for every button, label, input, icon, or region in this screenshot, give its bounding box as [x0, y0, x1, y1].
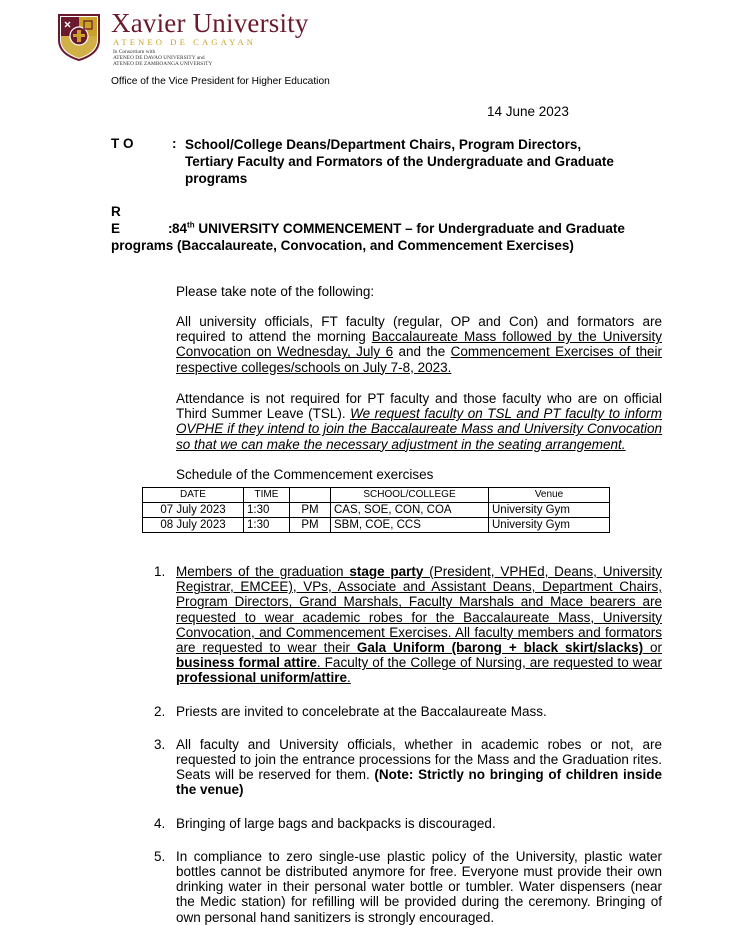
- table-cell: PM: [290, 518, 331, 533]
- list-item: [154, 704, 662, 719]
- table-header-row: [143, 488, 610, 503]
- text-span: All faculty and University officials, whether in academic robes or not, are requested to join the entrance processions for the Mass and the Graduation rites. Seats will be reserved for them.: [176, 736, 662, 783]
- re-label-text: R E: [111, 204, 121, 236]
- list-item: [154, 849, 662, 925]
- re-superscript: th: [187, 220, 195, 230]
- text-span: Attendance is not required for PT faculty and those faculty who are on official Third Summer Leave (TSL).: [176, 391, 662, 422]
- consortium-line: ATENEO DE DAVAO UNIVERSITY and: [113, 55, 205, 62]
- text-span: In compliance to zero single-use plastic policy of the University, plastic water bottles cannot be distributed anymore for free. Everyone must provide their own drinking water in their personal water bottle or tumbler. Water dispensers (near the Medic station) for refilling will be provided during the ceremony. Bringing of own personal hand sanitizers is strongly encouraged.: [176, 848, 662, 925]
- bold-text: (Note: Strictly no bringing of children inside the venue): [176, 767, 662, 798]
- list-item: [154, 737, 662, 798]
- table-cell: CAS, SOE, CON, COA: [331, 503, 489, 518]
- paragraph-attendance: [176, 314, 662, 375]
- list-number: 3.: [154, 736, 166, 752]
- column-header: SCHOOL/COLLEGE: [331, 488, 489, 503]
- text-span: and the: [393, 344, 451, 360]
- university-seal-logo: [56, 12, 102, 62]
- to-recipients: School/College Deans/Department Chairs, Program Directors, Tertiary Faculty and Formators of the Undergraduate and Graduate programs: [185, 137, 614, 186]
- table-cell: University Gym: [489, 503, 610, 518]
- bold-text: professional uniform/attire: [176, 670, 348, 686]
- list-item: [154, 564, 662, 686]
- table-cell: 1:30: [244, 518, 290, 533]
- table-row: [143, 518, 610, 533]
- underlined-text: Baccalaureate Mass followed by the University Convocation on Wednesday, July 6: [176, 329, 662, 360]
- column-header: Venue: [489, 488, 610, 503]
- column-header: TIME: [244, 488, 290, 503]
- bold-text: stage party: [349, 564, 424, 579]
- column-header: DATE: [143, 488, 244, 503]
- re-text: UNIVERSITY COMMENCEMENT – for Undergraduate and Graduate programs (Baccalaureate, Convocation, and Commencement Exercises): [111, 221, 625, 253]
- table-cell: 08 July 2023: [143, 518, 244, 533]
- text-span: Members of the graduation: [176, 564, 350, 579]
- text-span: Bringing of large bags and backpacks is discouraged.: [176, 815, 496, 831]
- list-number: 5.: [154, 848, 166, 864]
- intro-text: Please take note of the following:: [176, 284, 375, 299]
- re-label: R E :: [111, 204, 173, 236]
- list-number: 1.: [154, 564, 166, 579]
- table-cell: SBM, COE, CCS: [331, 518, 489, 533]
- underlined-italic-text: We request faculty on TSL and PT faculty to inform OVPHE if they intend to join the Baccalaureate Mass and University Convocation so that we can make the necessary adjustment in the seating arrangement.: [176, 406, 662, 452]
- office-name: Office of the Vice President for Higher Education: [111, 76, 330, 87]
- text-span: . Faculty of the College of Nursing, are requested to wear: [316, 655, 663, 671]
- consortium-note: [113, 49, 212, 68]
- table-cell: University Gym: [489, 518, 610, 533]
- text-span: or: [643, 640, 663, 656]
- consortium-line: ATENEO DE ZAMBOANGA UNIVERSITY: [113, 61, 213, 68]
- text-span: Priests are invited to concelebrate at the Baccalaureate Mass.: [176, 703, 547, 719]
- list-item: [154, 816, 662, 831]
- schedule-table: [142, 487, 610, 533]
- list-number: 4.: [154, 815, 166, 831]
- re-subject: [111, 203, 631, 254]
- table-cell: PM: [290, 503, 331, 518]
- bold-text: business formal attire: [176, 655, 317, 671]
- column-header: [290, 488, 331, 503]
- to-label: T O: [111, 136, 134, 151]
- instructions-list: [154, 564, 662, 925]
- re-number: 84: [172, 221, 188, 236]
- consortium-line: In Consortium with: [113, 49, 156, 55]
- schedule-title: Schedule of the Commencement exercises: [176, 467, 434, 482]
- university-name: Xavier University: [111, 8, 309, 38]
- bold-text: Gala Uniform (barong + black skirt/slacks): [356, 640, 644, 656]
- text-span: .: [347, 670, 351, 686]
- underlined-text: Commencement Exercises of their respective colleges/schools on July 7-8, 2023.: [176, 344, 662, 375]
- text-span: (President, VPHEd, Deans, University Registrar, EMCEE), VPs, Associate and Assistant Deans, Department Chairs, Program Directors, Grand Marshals, Faculty Marshals and Mace bearers are requested to wear academic robes for the Baccalaureate Mass, University Convocation, and Commencement Exercises. All faculty members and formators are requested to wear their: [176, 564, 662, 656]
- memo-date: 14 June 2023: [487, 104, 569, 119]
- table-cell: 1:30: [244, 503, 290, 518]
- university-subtitle: ATENEO DE CAGAYAN: [113, 37, 257, 47]
- text-span: All university officials, FT faculty (regular, OP and Con) and formators are required to attend the morning: [176, 314, 662, 345]
- table-cell: 07 July 2023: [143, 503, 244, 518]
- to-colon: :: [172, 136, 177, 151]
- paragraph-exemption: [176, 391, 662, 452]
- table-row: [143, 503, 610, 518]
- list-number: 2.: [154, 703, 166, 719]
